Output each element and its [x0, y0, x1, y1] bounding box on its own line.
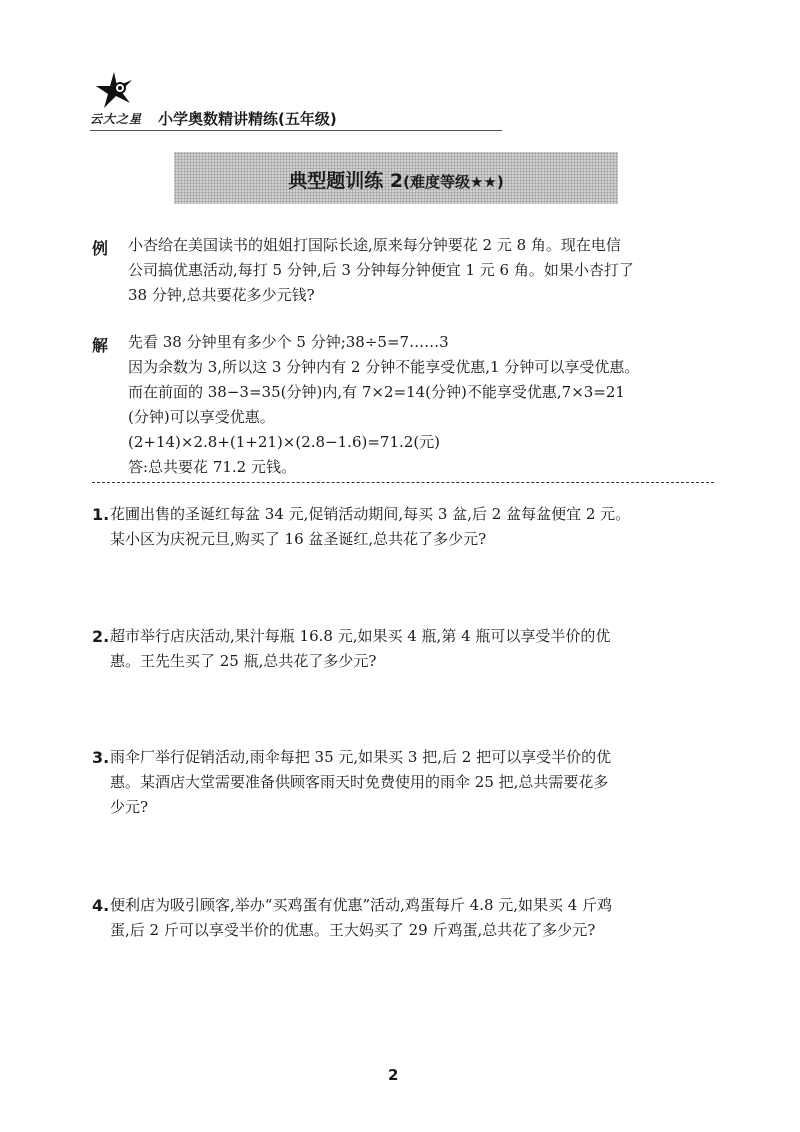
question-1-text	[110, 502, 730, 552]
question-line: 惠。王先生买了 25 瓶,总共花了多少元?	[110, 652, 377, 670]
question-line: 花圃出售的圣诞红每盆 34 元,促销活动期间,每买 3 盆,后 2 盆每盆便宜 2 元。	[110, 505, 631, 523]
example-line: 小杏给在美国读书的姐姐打国际长途,原来每分钟要花 2 元 8 角。现在电信	[128, 236, 621, 254]
solution-line: 先看 38 分钟里有多少个 5 分钟;38÷5=7……3	[128, 333, 449, 351]
question-number: 2.	[92, 627, 110, 646]
question-number: 4.	[92, 896, 110, 915]
banner-title: 典型题训练 2	[288, 170, 404, 192]
question-line: 惠。某酒店大堂需要准备供顾客雨天时免费使用的雨伞 25 把,总共需要花多	[110, 773, 609, 791]
example-text	[128, 233, 728, 308]
example-marker: 例	[92, 239, 109, 258]
solution-line: (分钟)可以享受优惠。	[128, 408, 275, 426]
example-line: 公司搞优惠活动,每打 5 分钟,后 3 分钟每分钟便宜 1 元 6 角。如果小杏打了	[128, 261, 634, 279]
example-line: 38 分钟,总共要花多少元钱?	[128, 286, 315, 304]
difficulty-label: (难度等级★★)	[403, 173, 504, 191]
banner-heading	[174, 166, 618, 193]
question-line: 蛋,后 2 斤可以享受半价的优惠。王大妈买了 29 斤鸡蛋,总共花了多少元?	[110, 921, 596, 939]
question-line: 便利店为吸引顾客,举办“买鸡蛋有优惠”活动,鸡蛋每斤 4.8 元,如果买 4 斤鸡	[110, 896, 613, 914]
solution-line: 而在前面的 38−3=35(分钟)内,有 7×2=14(分钟)不能享受优惠,7×3=21	[128, 383, 625, 401]
logo-text: 云大之星	[90, 112, 143, 126]
header-divider	[90, 130, 502, 131]
solution-line: 答:总共要花 71.2 元钱。	[128, 458, 296, 476]
question-4-text	[110, 893, 730, 943]
question-2-text	[110, 624, 730, 674]
question-line: 少元?	[110, 798, 149, 816]
dashed-divider	[92, 482, 714, 483]
question-3-text	[110, 745, 730, 820]
page-number: 2	[388, 1066, 399, 1084]
question-number: 3.	[92, 748, 110, 767]
page-header	[90, 72, 510, 134]
question-number: 1.	[92, 505, 110, 524]
section-banner	[174, 152, 618, 204]
solution-line: (2+14)×2.8+(1+21)×(2.8−1.6)=71.2(元)	[128, 433, 441, 451]
book-title: 小学奥数精讲精练(五年级)	[158, 110, 337, 128]
solution-text	[128, 330, 728, 480]
solution-line: 因为余数为 3,所以这 3 分钟内有 2 分钟不能享受优惠,1 分钟可以享受优惠。	[128, 358, 640, 376]
solution-marker: 解	[92, 336, 109, 355]
question-line: 某小区为庆祝元旦,购买了 16 盆圣诞红,总共花了多少元?	[110, 530, 487, 548]
question-line: 超市举行店庆活动,果汁每瓶 16.8 元,如果买 4 瓶,第 4 瓶可以享受半价的优	[110, 627, 611, 645]
question-line: 雨伞厂举行促销活动,雨伞每把 35 元,如果买 3 把,后 2 把可以享受半价的优	[110, 748, 612, 766]
star-logo-icon	[96, 72, 144, 112]
logo	[90, 72, 154, 132]
